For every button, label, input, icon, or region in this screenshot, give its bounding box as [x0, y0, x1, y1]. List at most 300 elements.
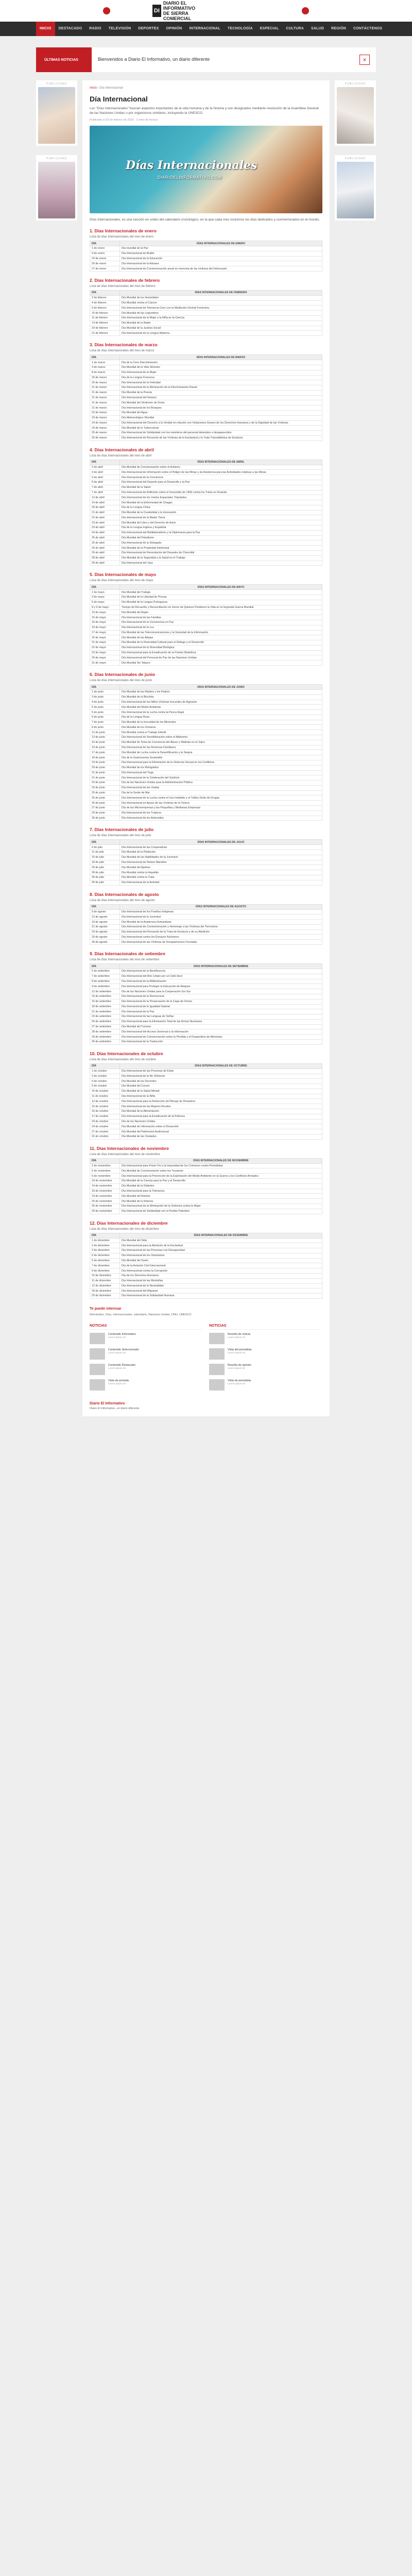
- observance-cell: Día Internacional de los Trópicos: [120, 810, 322, 816]
- nav-item[interactable]: INTERNACIONAL: [189, 27, 221, 30]
- nav-item[interactable]: OPINIÓN: [166, 27, 182, 30]
- table-row: [90, 1024, 322, 1029]
- column-header-date: DÍA: [90, 1233, 120, 1238]
- related-text: [108, 1348, 139, 1360]
- related-thumbnail: [209, 1333, 225, 1344]
- observance-cell: Día Internacional de los Pueblos Indígenas: [120, 909, 322, 914]
- table-row: [90, 1119, 322, 1124]
- day-cell: 19 de noviembre: [90, 1194, 120, 1199]
- observance-cell: Día Internacional de la Mujer y la Niña en la Ciencia: [120, 316, 322, 321]
- ad-label: PUBLICIDAD: [345, 157, 366, 160]
- observance-cell: Día Internacional del Deporte para el Desarrollo y la Paz: [120, 480, 322, 485]
- observance-cell: Día Mundial contra el Cáncer: [120, 300, 322, 306]
- observance-cell: Día Internacional contra los Ensayos Nucleares: [120, 935, 322, 940]
- hero-title: Días Internacionales: [126, 159, 258, 172]
- observance-cell: Día Internacional de la Amistad: [120, 880, 322, 885]
- table-row: [90, 630, 322, 635]
- nav-item[interactable]: CULTURA: [286, 27, 304, 30]
- table-row: [90, 1109, 322, 1114]
- related-item[interactable]: [209, 1379, 321, 1391]
- day-cell: 29 de noviembre: [90, 1209, 120, 1214]
- month-section: [90, 342, 322, 441]
- table-row: [90, 251, 322, 256]
- day-cell: 11 de julio: [90, 850, 120, 855]
- table-row: [90, 475, 322, 480]
- observance-cell: Día Internacional de Información sobre el Peligro de las Minas y de Asistencia para las Actividades relativas a las Minas: [120, 470, 322, 475]
- table-row: [90, 1243, 322, 1248]
- day-cell: 20 de febrero: [90, 326, 120, 331]
- month-subtitle: Lista de días internacionales del mes de setiembre: [90, 958, 160, 962]
- observance-cell: Día Internacional del Migrante: [120, 1289, 322, 1294]
- month-table: [90, 839, 322, 885]
- table-row: [90, 994, 322, 999]
- table-row: [90, 526, 322, 531]
- observance-cell: Día Mundial de Toma de Conciencia del Abuso y Maltrato en la Vejez: [120, 740, 322, 745]
- related-news: [90, 1324, 322, 1395]
- day-cell: 26 de junio: [90, 795, 120, 801]
- day-cell: 3 de diciembre: [90, 1248, 120, 1253]
- column-header-date: DÍA: [90, 840, 120, 845]
- day-cell: 29 de setiembre: [90, 1035, 120, 1040]
- month-section: [90, 572, 322, 666]
- related-list-right: [209, 1333, 321, 1391]
- observance-cell: Día Internacional para Proteger la Educación de Ataques: [120, 984, 322, 989]
- close-icon[interactable]: ×: [359, 55, 370, 65]
- related-text: [228, 1364, 251, 1375]
- day-cell: 28 de abril: [90, 555, 120, 561]
- observance-cell: Día Internacional de la Delegada: [120, 540, 322, 546]
- observance-cell: Día Internacional de las Familias: [120, 615, 322, 620]
- related-item[interactable]: [90, 1333, 202, 1344]
- banner-message: Bienvenidos a Diario El Informativo, un diario diferente: [98, 57, 210, 62]
- day-cell: 21 de marzo: [90, 395, 120, 400]
- nav-item[interactable]: TELEVISIÓN: [108, 27, 131, 30]
- ad-block[interactable]: [335, 80, 376, 146]
- observance-cell: Día de la Gente de Mar: [120, 790, 322, 795]
- observance-cell: Día Internacional de la Lucha contra la Pesca Ilegal: [120, 710, 322, 715]
- month-title: 10. Días Internacionales de octubre: [90, 1050, 163, 1056]
- observance-cell: Día Internacional de Recuerdo de las Víctimas de la Esclavitud y la Trata Transatlántica de Esclavos: [120, 435, 322, 440]
- day-cell: 23 de setiembre: [90, 1014, 120, 1020]
- table-row: [90, 781, 322, 786]
- column-header-name: DÍAS INTERNACIONALES DE ABRIL: [120, 460, 322, 465]
- table-header-row: [90, 904, 322, 909]
- month-title: 7. Días Internacionales de julio: [90, 827, 154, 833]
- day-cell: 1 de marzo: [90, 360, 120, 365]
- table-row: [90, 1248, 322, 1253]
- day-cell: 18 de junio: [90, 755, 120, 760]
- observance-cell: Día Mundial de la Infancia: [120, 1199, 322, 1204]
- table-row: [90, 1189, 322, 1194]
- table-row: [90, 700, 322, 705]
- related-thumbnail: [90, 1364, 105, 1375]
- related-column-right: [209, 1324, 321, 1395]
- day-cell: 20 de mayo: [90, 635, 120, 640]
- day-cell: 12 de agosto: [90, 914, 120, 920]
- observance-cell: Día Internacional de la Aduana: [120, 261, 322, 266]
- table-row: [90, 1104, 322, 1109]
- table-row: [90, 1273, 322, 1278]
- observance-cell: Día Internacional de la Lengua Materna: [120, 331, 322, 336]
- day-cell: 19 de junio: [90, 760, 120, 765]
- day-cell: 21 de marzo: [90, 390, 120, 395]
- column-header-date: DÍA: [90, 685, 120, 690]
- observance-cell: Día de los Derechos Humanos: [120, 1273, 322, 1278]
- month-subtitle: Lista de días internacionales del mes de abril: [90, 454, 152, 457]
- observance-cell: Día Internacional de la Neutralidad: [120, 1283, 322, 1289]
- observance-cell: Día de las Naciones Unidas: [120, 1119, 322, 1124]
- table-row: [90, 1199, 322, 1204]
- related-thumbnail: [90, 1379, 105, 1391]
- page-title: Día Internacional: [90, 95, 148, 103]
- observance-cell: Día Mundial de las Abejas: [120, 635, 322, 640]
- day-cell: 30 de julio: [90, 875, 120, 880]
- observance-cell: Día de la Lengua Rusa: [120, 715, 322, 720]
- observance-cell: Día Internacional de los Bosques: [120, 405, 322, 411]
- table-row: [90, 1289, 322, 1294]
- table-row: [90, 1009, 322, 1014]
- table-row: [90, 790, 322, 795]
- table-row: [90, 311, 322, 316]
- month-section: [90, 447, 322, 566]
- observance-cell: Día Mundial de la Bicicleta: [120, 694, 322, 700]
- nav-item[interactable]: DESTACADO: [58, 27, 82, 30]
- month-title: 3. Días Internacionales de marzo: [90, 342, 158, 348]
- ad-label: PUBLICIDAD: [345, 82, 366, 86]
- ad-image: [337, 162, 374, 218]
- observance-cell: Día Internacional de la Niña: [120, 1094, 322, 1099]
- right-sidebar: [335, 80, 376, 230]
- table-header-row: [90, 1233, 322, 1238]
- day-cell: 2 de octubre: [90, 1074, 120, 1079]
- month-section: [90, 278, 322, 336]
- site-logo[interactable]: [152, 3, 203, 19]
- table-row: [90, 999, 322, 1004]
- observance-cell: Día Internacional de Concienciación sobre la Pérdida y el Desperdicio de Alimentos: [120, 1035, 322, 1040]
- day-cell: 23 de abril: [90, 526, 120, 531]
- month-subtitle: Lista de días internacionales del mes de diciembre: [90, 1227, 159, 1231]
- day-cell: 20 de diciembre: [90, 1294, 120, 1299]
- day-cell: 18 de julio: [90, 860, 120, 865]
- table-row: [90, 590, 322, 595]
- month-table: [90, 354, 322, 441]
- day-cell: 25 de marzo: [90, 435, 120, 440]
- table-row: [90, 694, 322, 700]
- observance-cell: Día de la Aviación Civil Internacional: [120, 1263, 322, 1268]
- observance-cell: Día Internacional de la Celebración del Solsticio: [120, 775, 322, 781]
- logo-text: [163, 1, 203, 21]
- related-item[interactable]: [209, 1348, 321, 1360]
- month-table: [90, 584, 322, 666]
- observance-cell: Día Internacional de la Mujer: [120, 370, 322, 375]
- table-row: [90, 1089, 322, 1094]
- table-row: [90, 935, 322, 940]
- day-cell: 14 de noviembre: [90, 1183, 120, 1189]
- main-nav: [0, 22, 412, 36]
- search-icon[interactable]: [302, 7, 309, 14]
- table-header-row: [90, 685, 322, 690]
- table-row: [90, 480, 322, 485]
- table-row: [90, 365, 322, 370]
- month-subtitle: Lista de días internacionales del mes de julio: [90, 834, 151, 838]
- related-thumbnail: [209, 1348, 225, 1360]
- table-row: [90, 306, 322, 311]
- related-list-left: [90, 1333, 202, 1391]
- related-title: Contenido Informativo: [108, 1332, 136, 1336]
- related-title: Contenido Destacado: [108, 1363, 135, 1367]
- breadcrumb-home[interactable]: Inicio: [90, 87, 97, 90]
- hero-subtitle: DIARIOELINFORMATIVO.COM: [158, 175, 222, 180]
- table-row: [90, 550, 322, 555]
- observance-cell: Día Internacional de la Eliminación de la Discriminación Racial: [120, 385, 322, 391]
- observance-cell: Día Internacional de la No Violencia: [120, 1074, 322, 1079]
- observance-cell: Día Mundial de la Tuberculosis: [120, 426, 322, 431]
- day-cell: 24 de abril: [90, 530, 120, 535]
- day-cell: 26 de enero: [90, 261, 120, 266]
- ad-block[interactable]: [36, 80, 77, 146]
- day-cell: 16 de octubre: [90, 1109, 120, 1114]
- day-cell: 2 de noviembre: [90, 1163, 120, 1168]
- table-row: [90, 395, 322, 400]
- table-row: [90, 320, 322, 326]
- table-row: [90, 715, 322, 720]
- day-cell: 22 de abril: [90, 515, 120, 520]
- table-row: [90, 1134, 322, 1139]
- related-title: Reseña de opinión: [228, 1363, 251, 1367]
- banner-tag: ÚLTIMAS NOTICIAS: [36, 47, 92, 72]
- month-title: 9. Días Internacionales de setiembre: [90, 951, 165, 957]
- table-row: [90, 940, 322, 945]
- table-row: [90, 465, 322, 470]
- day-cell: 14 de abril: [90, 500, 120, 505]
- day-cell: 20 de noviembre: [90, 1199, 120, 1204]
- day-cell: 16 de mayo: [90, 625, 120, 630]
- observance-cell: Día Mundial de la Poesía: [120, 390, 322, 395]
- ad-label: PUBLICIDAD: [46, 82, 67, 86]
- table-row: [90, 390, 322, 395]
- menu-icon[interactable]: [103, 7, 110, 14]
- observance-cell: Día Internacional de las Lenguas de Señas: [120, 1014, 322, 1020]
- table-row: [90, 415, 322, 420]
- nav-item[interactable]: RADIO: [89, 27, 101, 30]
- observance-cell: Día Internacional de la Lucha contra el Uso Indebido y el Tráfico Ilícito de Drogas: [120, 795, 322, 801]
- day-cell: 5 de junio: [90, 705, 120, 710]
- article-meta: Publicado el 20 de febrero de 2019 · 2 mins de lectura: [90, 118, 158, 122]
- related-item[interactable]: [90, 1364, 202, 1375]
- day-cell: 19 de agosto: [90, 920, 120, 925]
- observance-cell: Día Internacional de los Vuelos Espaciales Tripulados: [120, 495, 322, 500]
- table-row: [90, 266, 322, 272]
- observance-cell: Día Mundial de la Libertad de Prensa: [120, 595, 322, 600]
- observance-cell: Día Mundial del Trabajo: [120, 590, 322, 595]
- day-cell: 6 de noviembre: [90, 1174, 120, 1179]
- day-cell: 21 de abril: [90, 510, 120, 515]
- nav-item[interactable]: ESPECIAL: [260, 27, 279, 30]
- article: [82, 80, 330, 1416]
- nav-item[interactable]: CONTÁCTENOS: [353, 27, 383, 30]
- column-header-name: DÍAS INTERNACIONALES DE ENERO: [120, 241, 322, 246]
- table-row: [90, 755, 322, 760]
- table-row: [90, 720, 322, 725]
- table-row: [90, 1258, 322, 1263]
- column-header-date: DÍA: [90, 355, 120, 360]
- table-row: [90, 600, 322, 605]
- observance-cell: Día Mundial de la Diabetes: [120, 1183, 322, 1189]
- nav-item[interactable]: TECNOLOGÍA: [228, 27, 253, 30]
- day-cell: 26 de abril: [90, 546, 120, 551]
- column-header-name: DÍAS INTERNACIONALES DE MAYO: [120, 585, 322, 590]
- table-row: [90, 515, 322, 520]
- day-cell: 5 de diciembre: [90, 1253, 120, 1258]
- observance-cell: Día Mundial contra la Hepatitis: [120, 870, 322, 875]
- observance-cell: Día Mundial del Suelo: [120, 1258, 322, 1263]
- related-text: [108, 1333, 136, 1344]
- table-row: [90, 1074, 322, 1079]
- observance-cell: Día Mundial del Libro y del Derecho de Autor: [120, 520, 322, 526]
- tags-title: Te puede interesar: [90, 1307, 122, 1311]
- day-cell: 21 de marzo: [90, 400, 120, 405]
- day-cell: 5 de abril: [90, 475, 120, 480]
- nav-item[interactable]: REGIÓN: [331, 27, 346, 30]
- day-cell: 4 de enero: [90, 251, 120, 256]
- day-cell: 22 de mayo: [90, 645, 120, 650]
- day-cell: 1 de junio: [90, 690, 120, 695]
- day-cell: 5 de setiembre: [90, 969, 120, 974]
- table-row: [90, 650, 322, 655]
- observance-cell: Día Mundial de la Asistencia Humanitaria: [120, 920, 322, 925]
- observance-cell: Día Mundial de la Radio: [120, 320, 322, 326]
- day-cell: 3 de junio: [90, 694, 120, 700]
- day-cell: 20 de julio: [90, 865, 120, 870]
- day-cell: 22 de marzo: [90, 410, 120, 415]
- nav-item[interactable]: INICIO: [36, 22, 55, 36]
- observance-cell: Día Mundial de las Legumbres: [120, 311, 322, 316]
- observance-cell: Día Mundial del Síndrome de Down: [120, 400, 322, 405]
- related-heading: NOTICIAS: [209, 1324, 321, 1330]
- day-cell: 24 de marzo: [90, 426, 120, 431]
- observance-cell: Día Internacional de la Madre Tierra: [120, 515, 322, 520]
- table-row: [90, 426, 322, 431]
- column-header-date: DÍA: [90, 904, 120, 909]
- observance-cell: Día Mundial del Patrimonio Audiovisual: [120, 1129, 322, 1134]
- nav-item[interactable]: DEPORTES: [138, 27, 159, 30]
- table-row: [90, 261, 322, 266]
- observance-cell: Día de las Naciones Unidas para la Administración Pública: [120, 781, 322, 786]
- related-date: Lorem ipsum sit: [228, 1367, 245, 1370]
- observance-cell: Día Internacional de las Personas de Edad: [120, 1069, 322, 1074]
- day-cell: 23 de marzo: [90, 415, 120, 420]
- observance-cell: Día Internacional de las Mujeres Rurales: [120, 1104, 322, 1109]
- observance-cell: Día Mundial de la Alimentación: [120, 1109, 322, 1114]
- day-cell: 2 de febrero: [90, 295, 120, 300]
- observance-cell: Día Internacional en Apoyo de las Víctimas de la Tortura: [120, 801, 322, 806]
- observance-cell: Día Mundial de las Madres y los Padres: [120, 690, 322, 695]
- nav-item[interactable]: SALUD: [311, 27, 324, 30]
- day-cell: 11 de octubre: [90, 1094, 120, 1099]
- day-cell: 15 de junio: [90, 740, 120, 745]
- day-cell: 21 de setiembre: [90, 1009, 120, 1014]
- table-row: [90, 1168, 322, 1174]
- table-row: [90, 974, 322, 979]
- day-cell: 23 de agosto: [90, 929, 120, 935]
- day-cell: 20 de marzo: [90, 375, 120, 380]
- table-row: [90, 1124, 322, 1129]
- day-cell: 12 de junio: [90, 730, 120, 735]
- table-row: [90, 1019, 322, 1024]
- table-row: [90, 380, 322, 385]
- table-row: [90, 370, 322, 375]
- table-row: [90, 705, 322, 710]
- day-cell: 16 de mayo: [90, 620, 120, 625]
- observance-cell: Día Mundial de Concienciación sobre el Autismo: [120, 465, 322, 470]
- month-table: [90, 963, 322, 1045]
- ad-block[interactable]: [36, 155, 77, 221]
- ad-image: [38, 87, 75, 144]
- observance-cell: Día Mundial de Información sobre el Desarrollo: [120, 1124, 322, 1129]
- day-cell: 12 de diciembre: [90, 1283, 120, 1289]
- observance-cell: Día Internacional de la Eliminación de la Violencia contra la Mujer: [120, 1204, 322, 1209]
- table-row: [90, 924, 322, 929]
- logo-text-line1: DIARIO EL INFORMATIVO: [163, 1, 196, 11]
- observance-cell: Día Internacional de las Remesas Familiares: [120, 745, 322, 750]
- related-item[interactable]: [90, 1379, 202, 1391]
- related-item[interactable]: [209, 1333, 321, 1344]
- table-row: [90, 914, 322, 920]
- table-header-row: [90, 355, 322, 360]
- table-row: [90, 1069, 322, 1074]
- day-cell: 21 de mayo: [90, 640, 120, 646]
- observance-cell: Día Internacional de los Asteroides: [120, 816, 322, 821]
- day-cell: 23 de junio: [90, 781, 120, 786]
- observance-cell: Día Mundial Sin Tabaco: [120, 660, 322, 666]
- related-thumbnail: [90, 1333, 105, 1344]
- day-cell: 20 de junio: [90, 765, 120, 770]
- observance-cell: Día Internacional contra la Corrupción: [120, 1268, 322, 1274]
- related-title: Vista de portada: [108, 1379, 129, 1382]
- related-item[interactable]: [90, 1348, 202, 1360]
- month-subtitle: Lista de días internacionales del mes de enero: [90, 235, 154, 239]
- observance-cell: Día Internacional de los Voluntarios: [120, 1253, 322, 1258]
- day-cell: 13 de junio: [90, 735, 120, 740]
- day-cell: 27 de setiembre: [90, 1024, 120, 1029]
- observance-cell: Día Internacional de la Igualdad Salarial: [120, 1004, 322, 1009]
- table-row: [90, 1129, 322, 1134]
- day-cell: 20 de abril: [90, 505, 120, 510]
- ad-image: [337, 87, 374, 144]
- left-sidebar: [36, 80, 77, 230]
- observance-cell: Día Mundial de las Telecomunicaciones y la Sociedad de la Información: [120, 630, 322, 635]
- column-header-date: DÍA: [90, 1063, 120, 1069]
- observance-cell: Día Internacional para la Abolición de la Esclavitud: [120, 1243, 322, 1248]
- observance-cell: Día Internacional del Acceso Universal a la Información: [120, 1029, 322, 1035]
- day-cell: 18 de diciembre: [90, 1289, 120, 1294]
- observance-cell: Día Mundial de las Habilidades de la Juventud: [120, 855, 322, 860]
- observance-cell: Día Mundial de la Salud: [120, 485, 322, 490]
- day-cell: 16 de noviembre: [90, 1189, 120, 1194]
- ad-block[interactable]: [335, 155, 376, 221]
- column-header-name: DÍAS INTERNACIONALES DE AGOSTO: [120, 904, 322, 909]
- observance-cell: Día Internacional de la Luz: [120, 625, 322, 630]
- table-row: [90, 850, 322, 855]
- day-cell: 5 de diciembre: [90, 1258, 120, 1263]
- day-cell: 4 de junio: [90, 700, 120, 705]
- observance-cell: Día Internacional de Conmemoración anual en memoria de las víctimas del Holocausto: [120, 266, 322, 272]
- month-subtitle: Lista de días internacionales del mes de mayo: [90, 579, 153, 583]
- table-row: [90, 1039, 322, 1044]
- observance-cell: Día Mundial del Ajedrez: [120, 865, 322, 870]
- related-item[interactable]: [209, 1364, 321, 1375]
- day-cell: 26 de setiembre: [90, 1019, 120, 1024]
